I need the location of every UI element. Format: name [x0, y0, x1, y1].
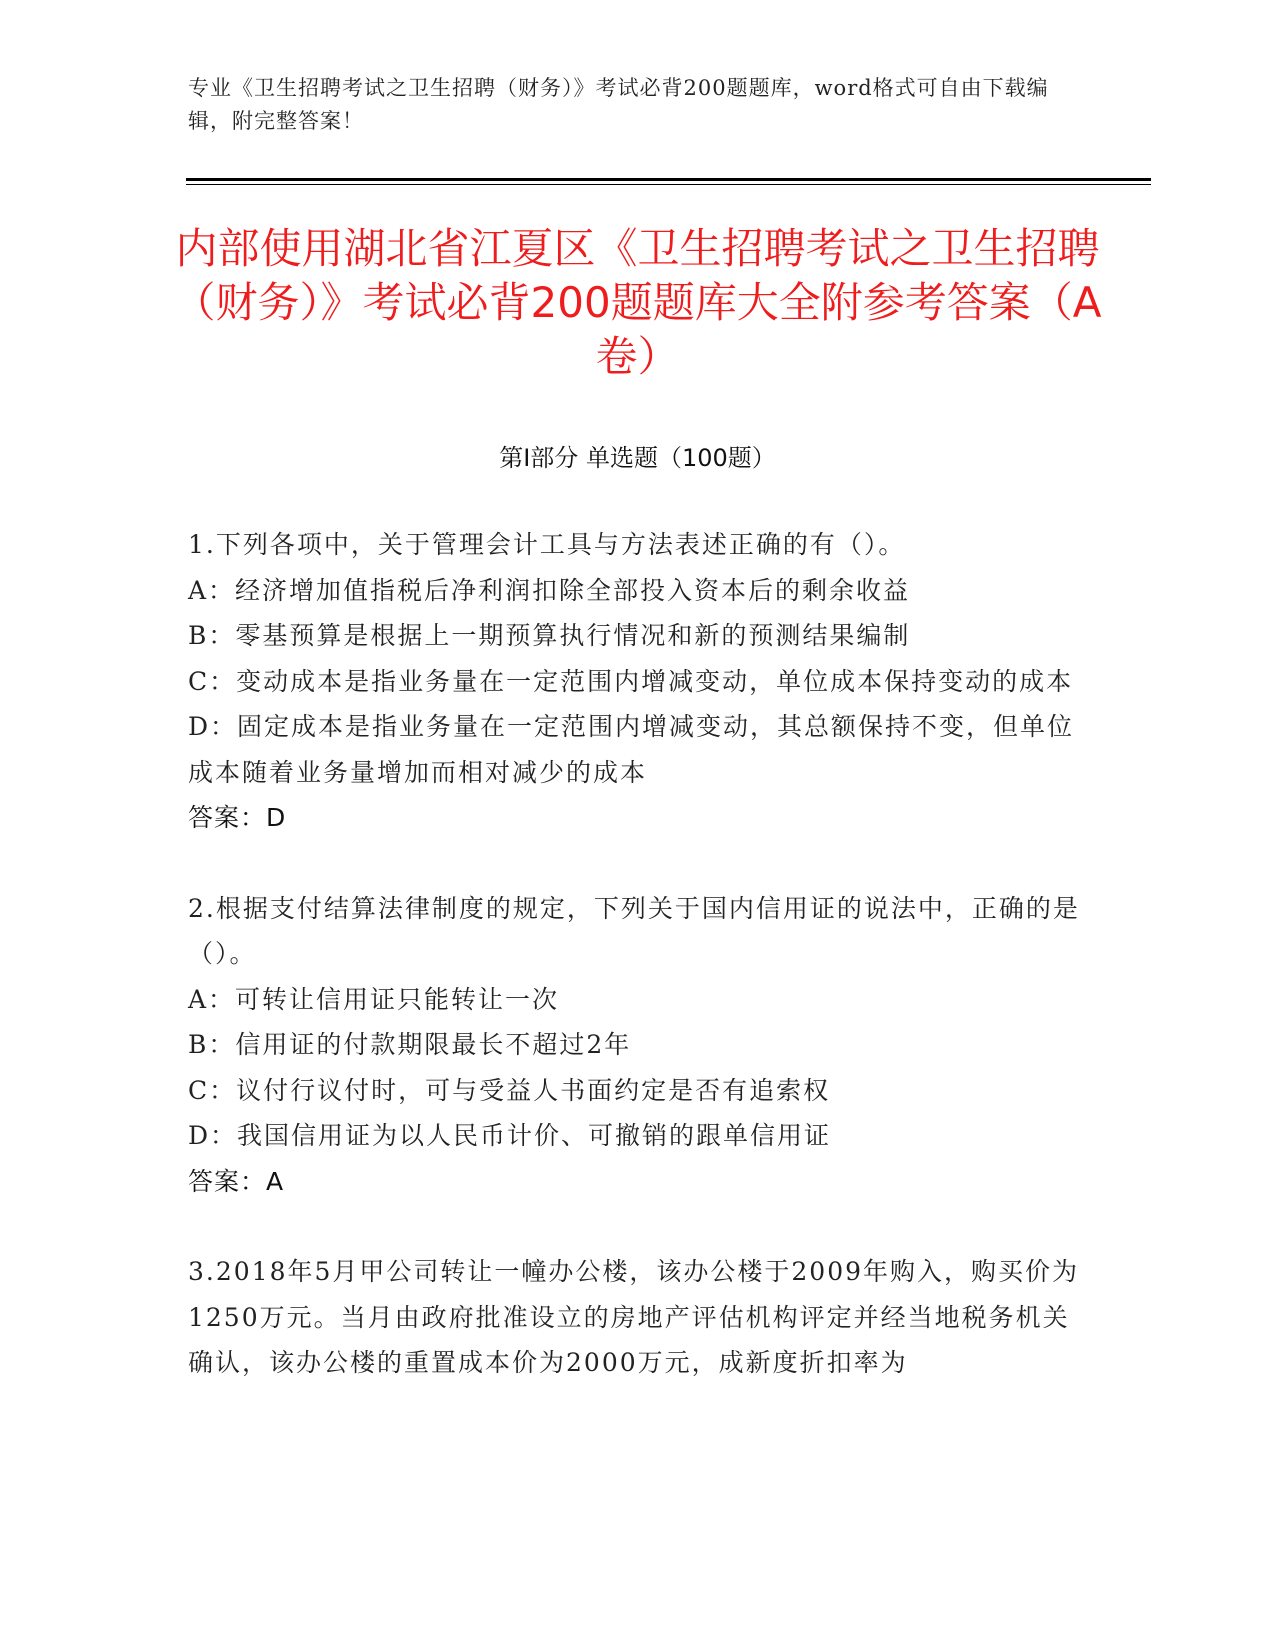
option-b: B：信用证的付款期限最长不超过2年 — [188, 1030, 632, 1059]
option-a: A：可转让信用证只能转让一次 — [188, 984, 560, 1014]
spacer — [188, 1204, 1088, 1249]
header-rule-thick — [186, 178, 1151, 181]
answer: 答案：D — [188, 803, 287, 832]
option-d: D：我国信用证为以人民币计价、可撤销的跟单信用证 — [188, 1121, 832, 1150]
question-list — [188, 522, 1088, 1386]
option-d: D：固定成本是指业务量在一定范围内增减变动，其总额保持不变，但单位成本随着业务量增加而相对减少的成本 — [188, 712, 1075, 787]
question-block — [188, 1249, 1088, 1386]
section-heading: 第I部分 单选题（100题） — [499, 444, 776, 472]
option-b: B：零基预算是根据上一期预算执行情况和新的预测结果编制 — [188, 621, 911, 650]
document-title: 内部使用湖北省江夏区《卫生招聘考试之卫生招聘（财务）》考试必背200题题库大全附参考答案（A卷） — [173, 224, 1102, 381]
question-stem: 2.根据支付结算法律制度的规定，下列关于国内信用证的说法中，正确的是（）。 — [188, 893, 1080, 968]
header-note: 专业《卫生招聘考试之卫生招聘（财务）》考试必背200题题库，word格式可自由下载编辑，附完整答案！ — [188, 76, 1049, 133]
question-stem: 3.2018年5月甲公司转让一幢办公楼，该办公楼于2009年购入，购买价为1250万元。当月由政府批准设立的房地产评估机构评定并经当地税务机关确认，该办公楼的重置成本价为2000万元，成新度折扣率为 — [188, 1257, 1080, 1377]
question-stem: 1.下列各项中，关于管理会计工具与方法表述正确的有（）。 — [188, 530, 906, 559]
question-block — [188, 522, 1088, 841]
answer: 答案：A — [188, 1166, 285, 1196]
option-a: A：经济增加值指税后净利润扣除全部投入资本后的剩余收益 — [188, 575, 911, 605]
spacer — [188, 841, 1088, 886]
option-c: C：议付行议付时，可与受益人书面约定是否有追索权 — [188, 1075, 831, 1105]
header-rule-thin — [186, 184, 1151, 185]
option-c: C：变动成本是指业务量在一定范围内增减变动，单位成本保持变动的成本 — [188, 666, 1074, 696]
question-block — [188, 886, 1088, 1205]
